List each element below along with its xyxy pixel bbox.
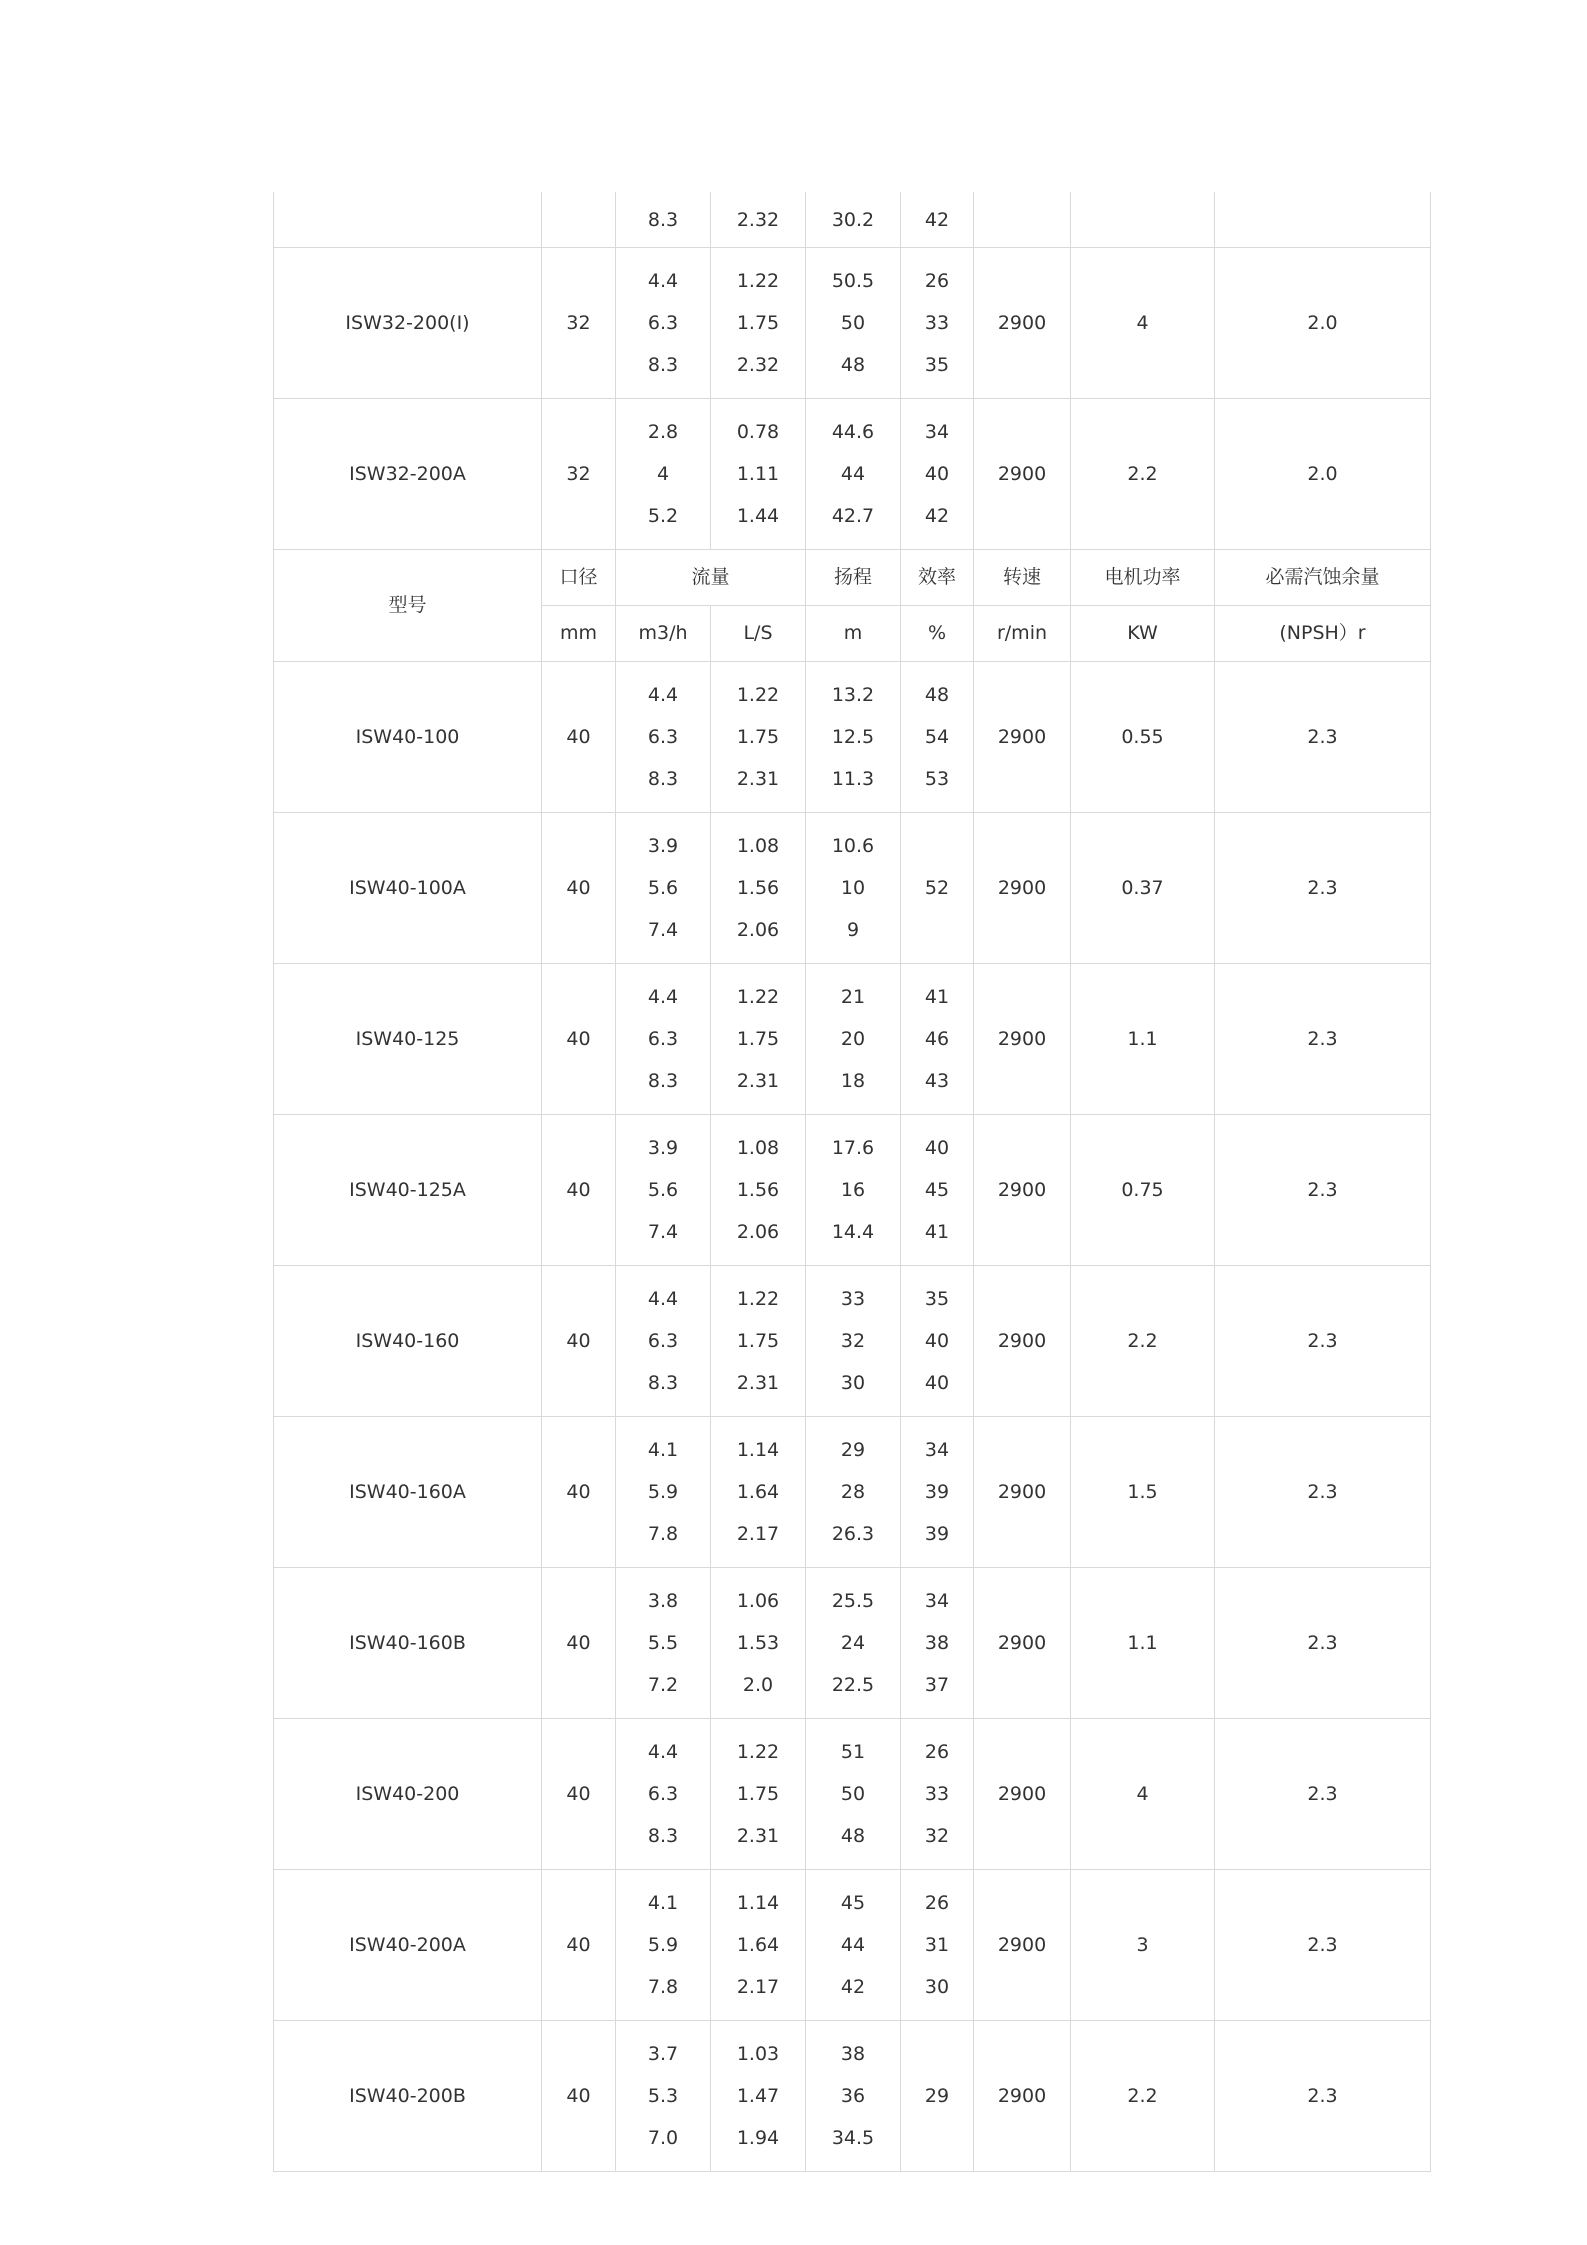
cell-head-value: 44.6 bbox=[831, 421, 875, 443]
cell-flow-m3h bbox=[616, 813, 711, 964]
cell-flow-ls-value: 2.06 bbox=[736, 1221, 780, 1243]
cell-head bbox=[806, 1417, 901, 1568]
cell-flow-m3h-value: 6.3 bbox=[647, 1783, 679, 1805]
cell-head-value: 50.5 bbox=[831, 270, 875, 292]
cell-npsh bbox=[1215, 192, 1431, 248]
cell-flow-ls-value: 1.03 bbox=[736, 2043, 780, 2065]
cell-flow-ls bbox=[711, 662, 806, 813]
cell-flow-m3h-value: 4.4 bbox=[647, 986, 679, 1008]
cell-flow-ls bbox=[711, 2021, 806, 2172]
cell-model: ISW40-100 bbox=[274, 662, 542, 813]
cell-speed: 2900 bbox=[974, 399, 1071, 550]
cell-model: ISW40-125A bbox=[274, 1115, 542, 1266]
unit-diameter: mm bbox=[542, 606, 616, 662]
cell-flow-m3h-value: 3.9 bbox=[647, 1137, 679, 1159]
cell-flow-ls-value: 1.22 bbox=[736, 270, 780, 292]
cell-efficiency bbox=[901, 1719, 974, 1870]
cell-efficiency-value: 29 bbox=[924, 2085, 950, 2107]
table-row bbox=[274, 662, 1431, 813]
cell-head-value: 48 bbox=[840, 1825, 866, 1847]
cell-head-value: 30 bbox=[840, 1372, 866, 1394]
cell-npsh: 2.3 bbox=[1215, 662, 1431, 813]
cell-efficiency-value: 45 bbox=[924, 1179, 950, 1201]
cell-model: ISW40-125 bbox=[274, 964, 542, 1115]
cell-head-value: 12.5 bbox=[831, 726, 875, 748]
cell-npsh: 2.0 bbox=[1215, 248, 1431, 399]
cell-efficiency-value: 39 bbox=[924, 1523, 950, 1545]
cell-flow-m3h-value: 5.6 bbox=[647, 1179, 679, 1201]
cell-head-value: 16 bbox=[840, 1179, 866, 1201]
cell-npsh: 2.3 bbox=[1215, 1115, 1431, 1266]
cell-flow-m3h-value: 2.8 bbox=[647, 421, 679, 443]
cell-flow-ls-value: 1.75 bbox=[736, 312, 780, 334]
cell-model: ISW32-200(I) bbox=[274, 248, 542, 399]
cell-npsh: 2.3 bbox=[1215, 2021, 1431, 2172]
cell-head-value: 42 bbox=[840, 1976, 866, 1998]
unit-flow-m3h: m3/h bbox=[616, 606, 711, 662]
table-row bbox=[274, 2021, 1431, 2172]
cell-speed bbox=[974, 192, 1071, 248]
cell-flow-m3h-value: 4.4 bbox=[647, 1741, 679, 1763]
table-row bbox=[274, 399, 1431, 550]
cell-head bbox=[806, 1115, 901, 1266]
cell-head-value: 32 bbox=[840, 1330, 866, 1352]
cell-efficiency-value: 34 bbox=[924, 1439, 950, 1461]
cell-power: 1.5 bbox=[1071, 1417, 1215, 1568]
header-flow: 流量 bbox=[616, 550, 806, 606]
cell-model bbox=[274, 192, 542, 248]
cell-speed: 2900 bbox=[974, 1719, 1071, 1870]
cell-efficiency bbox=[901, 813, 974, 964]
cell-power: 1.1 bbox=[1071, 964, 1215, 1115]
cell-npsh: 2.3 bbox=[1215, 1417, 1431, 1568]
cell-efficiency: 42 bbox=[901, 192, 974, 248]
table-row bbox=[274, 1266, 1431, 1417]
pump-spec-table bbox=[273, 192, 1431, 2172]
cell-efficiency-value: 26 bbox=[924, 1741, 950, 1763]
cell-flow-m3h-value: 5.5 bbox=[647, 1632, 679, 1654]
cell-efficiency-value: 33 bbox=[924, 1783, 950, 1805]
unit-speed: r/min bbox=[974, 606, 1071, 662]
cell-flow-ls-value: 1.22 bbox=[736, 986, 780, 1008]
cell-flow-ls bbox=[711, 1266, 806, 1417]
cell-efficiency-value: 35 bbox=[924, 354, 950, 376]
cell-flow-m3h bbox=[616, 1870, 711, 2021]
cell-flow-m3h-value: 8.3 bbox=[647, 1825, 679, 1847]
cell-head-value: 51 bbox=[840, 1741, 866, 1763]
cell-efficiency-value: 41 bbox=[924, 986, 950, 1008]
cell-power: 0.55 bbox=[1071, 662, 1215, 813]
cell-flow-ls bbox=[711, 1719, 806, 1870]
cell-flow-ls bbox=[711, 1568, 806, 1719]
table-row bbox=[274, 1115, 1431, 1266]
cell-efficiency bbox=[901, 1417, 974, 1568]
cell-head-value: 18 bbox=[840, 1070, 866, 1092]
cell-flow-m3h-value: 4.4 bbox=[647, 270, 679, 292]
cell-flow-ls-value: 1.75 bbox=[736, 1783, 780, 1805]
cell-model: ISW40-200A bbox=[274, 1870, 542, 2021]
cell-flow-ls-value: 1.11 bbox=[736, 463, 780, 485]
cell-flow-ls-value: 1.64 bbox=[736, 1934, 780, 1956]
cell-efficiency-value: 32 bbox=[924, 1825, 950, 1847]
cell-power: 2.2 bbox=[1071, 2021, 1215, 2172]
cell-flow-ls-value: 1.94 bbox=[736, 2127, 780, 2149]
cell-flow-ls-value: 1.75 bbox=[736, 1028, 780, 1050]
cell-efficiency-value: 30 bbox=[924, 1976, 950, 1998]
cell-flow-ls-value: 1.22 bbox=[736, 1288, 780, 1310]
cell-efficiency bbox=[901, 399, 974, 550]
unit-flow-ls: L/S bbox=[711, 606, 806, 662]
cell-head-value: 33 bbox=[840, 1288, 866, 1310]
cell-flow-ls-value: 1.64 bbox=[736, 1481, 780, 1503]
cell-flow-ls bbox=[711, 1870, 806, 2021]
cell-flow-ls-value: 0.78 bbox=[736, 421, 780, 443]
cell-flow-m3h-value: 5.2 bbox=[647, 505, 679, 527]
cell-diameter: 40 bbox=[542, 1266, 616, 1417]
cell-diameter: 40 bbox=[542, 1417, 616, 1568]
cell-flow-m3h-value: 5.3 bbox=[647, 2085, 679, 2107]
cell-head bbox=[806, 662, 901, 813]
cell-npsh: 2.3 bbox=[1215, 964, 1431, 1115]
cell-flow-m3h-value: 8.3 bbox=[647, 354, 679, 376]
cell-speed: 2900 bbox=[974, 964, 1071, 1115]
header-speed: 转速 bbox=[974, 550, 1071, 606]
cell-flow-m3h bbox=[616, 248, 711, 399]
cell-flow-ls-value: 1.47 bbox=[736, 2085, 780, 2107]
cell-efficiency bbox=[901, 2021, 974, 2172]
cell-efficiency bbox=[901, 1870, 974, 2021]
cell-flow-ls-value: 1.56 bbox=[736, 1179, 780, 1201]
cell-model: ISW40-200 bbox=[274, 1719, 542, 1870]
cell-head-value: 9 bbox=[846, 919, 860, 941]
cell-power: 2.2 bbox=[1071, 1266, 1215, 1417]
cell-head bbox=[806, 1870, 901, 2021]
cell-efficiency-value: 40 bbox=[924, 1330, 950, 1352]
cell-flow-ls-value: 1.44 bbox=[736, 505, 780, 527]
cell-head-value: 25.5 bbox=[831, 1590, 875, 1612]
cell-flow-m3h-value: 4.1 bbox=[647, 1439, 679, 1461]
cell-flow-ls-value: 1.08 bbox=[736, 835, 780, 857]
cell-model: ISW40-160B bbox=[274, 1568, 542, 1719]
cell-efficiency-value: 52 bbox=[924, 877, 950, 899]
cell-flow-m3h bbox=[616, 1417, 711, 1568]
cell-flow-ls bbox=[711, 813, 806, 964]
cell-diameter bbox=[542, 192, 616, 248]
cell-head-value: 22.5 bbox=[831, 1674, 875, 1696]
cell-flow-m3h-value: 5.9 bbox=[647, 1481, 679, 1503]
cell-flow-m3h bbox=[616, 2021, 711, 2172]
cell-head-value: 10.6 bbox=[831, 835, 875, 857]
cell-model: ISW40-160A bbox=[274, 1417, 542, 1568]
cell-efficiency-value: 39 bbox=[924, 1481, 950, 1503]
cell-head-value: 44 bbox=[840, 463, 866, 485]
cell-head bbox=[806, 248, 901, 399]
cell-diameter: 32 bbox=[542, 399, 616, 550]
cell-flow-ls-value: 1.53 bbox=[736, 1632, 780, 1654]
cell-flow-ls-value: 1.08 bbox=[736, 1137, 780, 1159]
table-row bbox=[274, 1417, 1431, 1568]
cell-efficiency-value: 38 bbox=[924, 1632, 950, 1654]
cell-head-value: 29 bbox=[840, 1439, 866, 1461]
cell-flow-m3h bbox=[616, 1719, 711, 1870]
cell-head-value: 21 bbox=[840, 986, 866, 1008]
cell-flow-ls-value: 2.31 bbox=[736, 1825, 780, 1847]
cell-flow-m3h bbox=[616, 399, 711, 550]
cell-head-value: 24 bbox=[840, 1632, 866, 1654]
cell-flow-m3h-value: 3.8 bbox=[647, 1590, 679, 1612]
cell-head bbox=[806, 2021, 901, 2172]
header-row-labels bbox=[274, 550, 1431, 606]
cell-flow-ls-value: 2.17 bbox=[736, 1976, 780, 1998]
cell-flow-m3h-value: 3.9 bbox=[647, 835, 679, 857]
cell-efficiency-value: 31 bbox=[924, 1934, 950, 1956]
cell-flow-m3h-value: 8.3 bbox=[647, 768, 679, 790]
cell-flow-ls-value: 1.22 bbox=[736, 684, 780, 706]
cell-head-value: 20 bbox=[840, 1028, 866, 1050]
cell-speed: 2900 bbox=[974, 1568, 1071, 1719]
cell-speed: 2900 bbox=[974, 1870, 1071, 2021]
cell-diameter: 40 bbox=[542, 2021, 616, 2172]
cell-power: 4 bbox=[1071, 1719, 1215, 1870]
cell-flow-m3h-value: 8.3 bbox=[647, 1070, 679, 1092]
cell-flow-ls-value: 1.14 bbox=[736, 1892, 780, 1914]
cell-flow-m3h-value: 3.7 bbox=[647, 2043, 679, 2065]
cell-flow-m3h-value: 4.4 bbox=[647, 684, 679, 706]
header-head: 扬程 bbox=[806, 550, 901, 606]
cell-npsh: 2.3 bbox=[1215, 1719, 1431, 1870]
cell-model: ISW32-200A bbox=[274, 399, 542, 550]
table-row bbox=[274, 1568, 1431, 1719]
cell-efficiency-value: 46 bbox=[924, 1028, 950, 1050]
cell-flow-ls-value: 2.06 bbox=[736, 919, 780, 941]
cell-speed: 2900 bbox=[974, 662, 1071, 813]
cell-efficiency-value: 33 bbox=[924, 312, 950, 334]
cell-power: 4 bbox=[1071, 248, 1215, 399]
cell-efficiency-value: 35 bbox=[924, 1288, 950, 1310]
cell-npsh: 2.3 bbox=[1215, 1568, 1431, 1719]
cell-head-value: 36 bbox=[840, 2085, 866, 2107]
cell-efficiency-value: 54 bbox=[924, 726, 950, 748]
cell-diameter: 40 bbox=[542, 1568, 616, 1719]
cell-head bbox=[806, 964, 901, 1115]
cell-flow-m3h-value: 7.4 bbox=[647, 1221, 679, 1243]
cell-npsh: 2.0 bbox=[1215, 399, 1431, 550]
table-row bbox=[274, 1870, 1431, 2021]
cell-head-value: 26.3 bbox=[831, 1523, 875, 1545]
cell-efficiency-value: 41 bbox=[924, 1221, 950, 1243]
cell-speed: 2900 bbox=[974, 248, 1071, 399]
cell-flow-m3h-value: 4.4 bbox=[647, 1288, 679, 1310]
cell-model: ISW40-100A bbox=[274, 813, 542, 964]
cell-head-value: 38 bbox=[840, 2043, 866, 2065]
cell-flow-ls-value: 1.75 bbox=[736, 726, 780, 748]
cell-head-value: 50 bbox=[840, 1783, 866, 1805]
cell-flow-m3h-value: 7.8 bbox=[647, 1523, 679, 1545]
cell-diameter: 32 bbox=[542, 248, 616, 399]
header-npsh: 必需汽蚀余量 bbox=[1215, 550, 1431, 606]
cell-efficiency-value: 26 bbox=[924, 270, 950, 292]
cell-efficiency-value: 26 bbox=[924, 1892, 950, 1914]
cell-flow-m3h-value: 7.8 bbox=[647, 1976, 679, 1998]
cell-head-value: 17.6 bbox=[831, 1137, 875, 1159]
cell-efficiency-value: 53 bbox=[924, 768, 950, 790]
cell-head bbox=[806, 1719, 901, 1870]
cell-flow-ls-value: 1.75 bbox=[736, 1330, 780, 1352]
cell-head: 30.2 bbox=[806, 192, 901, 248]
unit-npsh: (NPSH）r bbox=[1215, 606, 1431, 662]
cell-flow-m3h-value: 6.3 bbox=[647, 1028, 679, 1050]
cell-flow-m3h bbox=[616, 1568, 711, 1719]
cell-flow-m3h-value: 5.6 bbox=[647, 877, 679, 899]
cell-flow-m3h: 8.3 bbox=[616, 192, 711, 248]
cell-speed: 2900 bbox=[974, 813, 1071, 964]
cell-flow-ls-value: 2.31 bbox=[736, 768, 780, 790]
cell-flow-ls bbox=[711, 399, 806, 550]
cell-diameter: 40 bbox=[542, 1719, 616, 1870]
unit-efficiency: % bbox=[901, 606, 974, 662]
cell-efficiency bbox=[901, 248, 974, 399]
cell-flow-m3h-value: 4.1 bbox=[647, 1892, 679, 1914]
cell-head-value: 42.7 bbox=[831, 505, 875, 527]
cell-power: 0.75 bbox=[1071, 1115, 1215, 1266]
header-diameter: 口径 bbox=[542, 550, 616, 606]
cell-flow-m3h-value: 4 bbox=[656, 463, 670, 485]
cell-efficiency-value: 40 bbox=[924, 1372, 950, 1394]
cell-diameter: 40 bbox=[542, 964, 616, 1115]
header-model: 型号 bbox=[274, 550, 542, 662]
cell-flow-m3h-value: 5.9 bbox=[647, 1934, 679, 1956]
table-row bbox=[274, 248, 1431, 399]
cell-flow-ls: 2.32 bbox=[711, 192, 806, 248]
cell-flow-m3h bbox=[616, 1266, 711, 1417]
cell-efficiency-value: 40 bbox=[924, 463, 950, 485]
cell-head-value: 28 bbox=[840, 1481, 866, 1503]
cell-power: 1.1 bbox=[1071, 1568, 1215, 1719]
cell-head-value: 14.4 bbox=[831, 1221, 875, 1243]
cell-head-value: 50 bbox=[840, 312, 866, 334]
table-row bbox=[274, 813, 1431, 964]
cell-head-value: 48 bbox=[840, 354, 866, 376]
cell-efficiency-value: 43 bbox=[924, 1070, 950, 1092]
cell-flow-m3h bbox=[616, 1115, 711, 1266]
cell-power: 2.2 bbox=[1071, 399, 1215, 550]
cell-efficiency-value: 37 bbox=[924, 1674, 950, 1696]
cell-head-value: 13.2 bbox=[831, 684, 875, 706]
cell-head-value: 34.5 bbox=[831, 2127, 875, 2149]
cell-power: 3 bbox=[1071, 1870, 1215, 2021]
cell-flow-ls bbox=[711, 964, 806, 1115]
cell-efficiency-value: 48 bbox=[924, 684, 950, 706]
cell-efficiency bbox=[901, 1568, 974, 1719]
cell-diameter: 40 bbox=[542, 662, 616, 813]
cell-diameter: 40 bbox=[542, 1115, 616, 1266]
table-row bbox=[274, 1719, 1431, 1870]
cell-efficiency-value: 34 bbox=[924, 1590, 950, 1612]
cell-flow-m3h-value: 6.3 bbox=[647, 1330, 679, 1352]
cell-flow-ls-value: 1.56 bbox=[736, 877, 780, 899]
cell-efficiency bbox=[901, 1266, 974, 1417]
cell-efficiency-value: 40 bbox=[924, 1137, 950, 1159]
cell-flow-m3h-value: 6.3 bbox=[647, 312, 679, 334]
cell-head-value: 45 bbox=[840, 1892, 866, 1914]
cell-diameter: 40 bbox=[542, 813, 616, 964]
cell-efficiency bbox=[901, 1115, 974, 1266]
cell-flow-ls-value: 2.32 bbox=[736, 354, 780, 376]
cell-flow-ls-value: 2.31 bbox=[736, 1372, 780, 1394]
cell-power bbox=[1071, 192, 1215, 248]
cell-power: 0.37 bbox=[1071, 813, 1215, 964]
cell-flow-ls bbox=[711, 1115, 806, 1266]
cell-speed: 2900 bbox=[974, 1417, 1071, 1568]
cell-flow-m3h-value: 8.3 bbox=[647, 1372, 679, 1394]
cell-flow-m3h bbox=[616, 964, 711, 1115]
cell-head-value: 10 bbox=[840, 877, 866, 899]
cell-flow-m3h bbox=[616, 662, 711, 813]
cell-flow-m3h-value: 7.2 bbox=[647, 1674, 679, 1696]
table-row bbox=[274, 964, 1431, 1115]
cell-flow-ls-value: 2.31 bbox=[736, 1070, 780, 1092]
table-row-partial bbox=[274, 192, 1431, 248]
cell-npsh: 2.3 bbox=[1215, 1266, 1431, 1417]
cell-diameter: 40 bbox=[542, 1870, 616, 2021]
cell-efficiency-value: 42 bbox=[924, 505, 950, 527]
cell-flow-ls-value: 2.0 bbox=[742, 1674, 774, 1696]
cell-speed: 2900 bbox=[974, 2021, 1071, 2172]
cell-flow-ls-value: 1.06 bbox=[736, 1590, 780, 1612]
cell-speed: 2900 bbox=[974, 1115, 1071, 1266]
unit-motor-power: KW bbox=[1071, 606, 1215, 662]
cell-flow-ls-value: 1.22 bbox=[736, 1741, 780, 1763]
cell-head bbox=[806, 399, 901, 550]
cell-efficiency-value: 34 bbox=[924, 421, 950, 443]
cell-head-value: 11.3 bbox=[831, 768, 875, 790]
cell-flow-ls bbox=[711, 1417, 806, 1568]
cell-flow-ls-value: 1.14 bbox=[736, 1439, 780, 1461]
cell-flow-ls bbox=[711, 248, 806, 399]
cell-head bbox=[806, 1568, 901, 1719]
cell-head bbox=[806, 1266, 901, 1417]
cell-npsh: 2.3 bbox=[1215, 813, 1431, 964]
cell-flow-m3h-value: 7.0 bbox=[647, 2127, 679, 2149]
cell-efficiency bbox=[901, 662, 974, 813]
header-motor-power: 电机功率 bbox=[1071, 550, 1215, 606]
cell-flow-m3h-value: 7.4 bbox=[647, 919, 679, 941]
cell-model: ISW40-160 bbox=[274, 1266, 542, 1417]
cell-head-value: 44 bbox=[840, 1934, 866, 1956]
cell-model: ISW40-200B bbox=[274, 2021, 542, 2172]
unit-head: m bbox=[806, 606, 901, 662]
header-efficiency: 效率 bbox=[901, 550, 974, 606]
cell-flow-ls-value: 2.17 bbox=[736, 1523, 780, 1545]
cell-flow-m3h-value: 6.3 bbox=[647, 726, 679, 748]
cell-head bbox=[806, 813, 901, 964]
cell-npsh: 2.3 bbox=[1215, 1870, 1431, 2021]
cell-speed: 2900 bbox=[974, 1266, 1071, 1417]
cell-efficiency bbox=[901, 964, 974, 1115]
